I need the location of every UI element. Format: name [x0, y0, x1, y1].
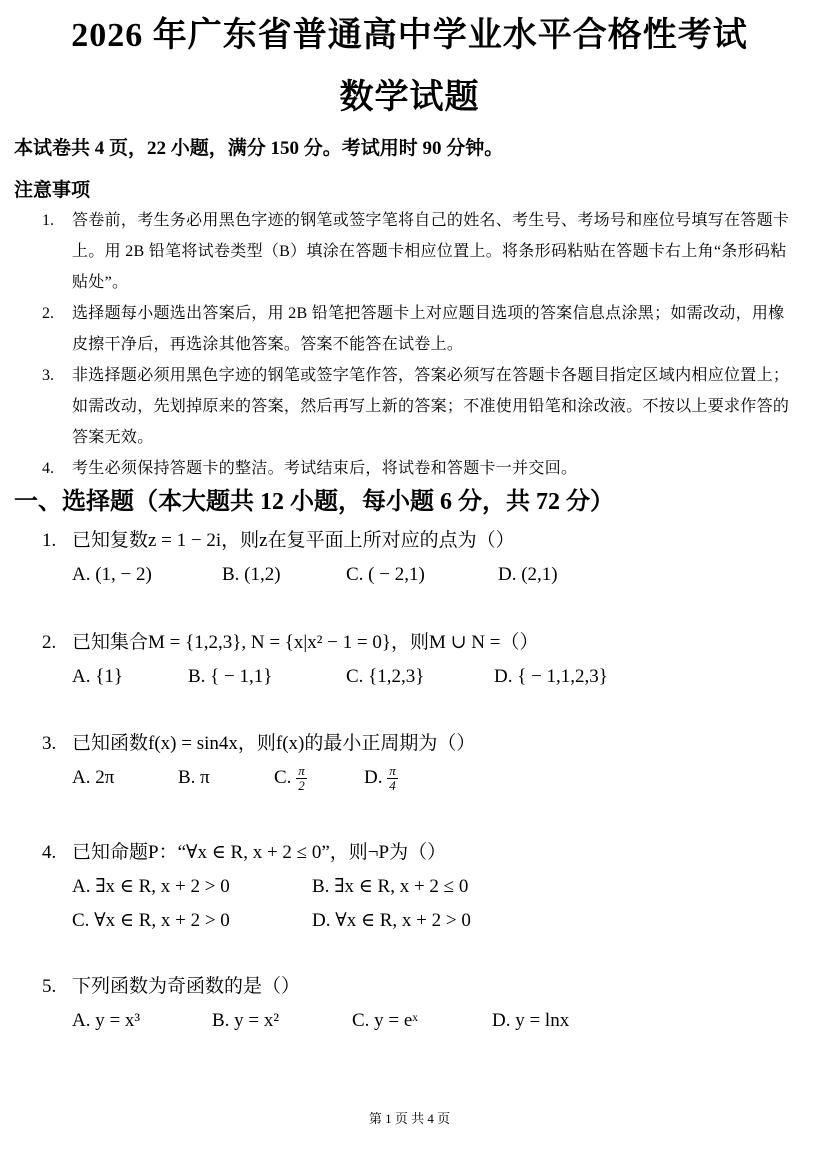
note-number: 1.: [42, 212, 54, 229]
option-d: D. { − 1,1,2,3}: [494, 666, 608, 687]
note-text: 选择题每小题选出答案后，用 2B 铅笔把答题卡上对应题目选项的答案信息点涂黑；如需改动，用橡皮擦干净后，再选涂其他答案。答案不能答在试卷上。: [72, 305, 785, 353]
question-4: [42, 836, 802, 938]
options-row: [42, 1004, 802, 1038]
exam-info: 本试卷共 4 页，22 小题，满分 150 分。考试用时 90 分钟。: [14, 138, 504, 159]
note-text: 考生必须保持答题卡的整洁。考试结束后，将试卷和答题卡一并交回。: [72, 460, 578, 477]
question-stem: [42, 836, 802, 870]
option-c: C. y = eˣ: [352, 1010, 418, 1031]
option-a: A. (1, − 2): [72, 564, 152, 585]
option-a: A. ∃x ∈ R, x + 2 > 0: [72, 876, 230, 897]
page-footer: 第 1 页 共 4 页: [368, 1111, 451, 1126]
section-title: 一、选择题（本大题共 12 小题，每小题 6 分，共 72 分）: [14, 489, 614, 515]
exam-subtitle: 数学试题: [339, 79, 480, 116]
question-stem: [42, 727, 802, 761]
option-c: C. ( − 2,1): [346, 564, 425, 585]
option-c: [274, 761, 364, 795]
option-c: C. {1,2,3}: [346, 666, 425, 687]
note-item: [42, 453, 794, 484]
question-text: 已知命题P：“∀x ∈ R, x + 2 ≤ 0”，则¬P为（）: [72, 842, 447, 863]
option-a: A. 2π: [72, 767, 115, 788]
question-5: [42, 970, 802, 1038]
question-2: [42, 626, 802, 694]
option-a: A. {1}: [72, 666, 123, 687]
option-b: B. y = x²: [212, 1010, 280, 1031]
question-text: 已知集合M = {1,2,3}, N = {x|x² − 1 = 0}，则M ∪ N =（）: [72, 632, 539, 653]
note-item: [42, 205, 794, 298]
note-number: 3.: [42, 367, 54, 384]
question-number: 4.: [42, 842, 57, 863]
fraction-pi-over-4: $\frac{\pi}{4}$: [389, 763, 396, 794]
question-3: [42, 727, 802, 795]
question-number: 3.: [42, 733, 57, 754]
options-row: [42, 660, 802, 694]
option-b: B. π: [178, 767, 210, 788]
question-number: 1.: [42, 530, 57, 551]
option-c-label: C.: [274, 767, 292, 788]
option-d: D. ∀x ∈ R, x + 2 > 0: [312, 910, 471, 931]
notes-list: [42, 205, 794, 484]
question-1: [42, 524, 802, 592]
option-b: B. (1,2): [222, 564, 281, 585]
option-d: D. (2,1): [498, 564, 558, 585]
options-row: [42, 558, 802, 592]
exam-title: 2026 年广东省普通高中学业水平合格性考试: [71, 17, 748, 54]
fraction-pi-over-2: $\frac{\pi}{2}$: [298, 763, 305, 794]
question-text: 已知复数z = 1 − 2i，则z在复平面上所对应的点为（）: [72, 530, 515, 551]
note-text: 非选择题必须用黑色字迹的钢笔或签字笔作答，答案必须写在答题卡各题目指定区域内相应位置上；如需改动，先划掉原来的答案，然后再写上新的答案；不准使用铅笔和涂改液。不按以上要求作答的答案无效。: [72, 367, 790, 446]
question-number: 2.: [42, 632, 57, 653]
option-d-label: D.: [364, 767, 383, 788]
note-item: [42, 360, 794, 453]
option-b: B. { − 1,1}: [188, 666, 273, 687]
note-item: [42, 298, 794, 360]
option-c: C. ∀x ∈ R, x + 2 > 0: [72, 910, 230, 931]
note-number: 4.: [42, 460, 54, 477]
question-text: 已知函数f(x) = sin4x，则f(x)的最小正周期为（）: [72, 733, 476, 754]
notes-heading: 注意事项: [14, 180, 91, 201]
question-text: 下列函数为奇函数的是（）: [72, 976, 301, 997]
question-stem: [42, 970, 802, 1004]
note-text: 答卷前，考生务必用黑色字迹的钢笔或签字笔将自己的姓名、考生号、考场号和座位号填写在答题卡上。用 2B 铅笔将试卷类型（B）填涂在答题卡相应位置上。将条形码粘贴在答题卡右上角“条形码粘贴处”。: [72, 212, 790, 291]
question-number: 5.: [42, 976, 57, 997]
options-row: [42, 870, 802, 904]
option-d: [364, 761, 398, 795]
options-row: [42, 761, 802, 795]
question-stem: [42, 626, 802, 660]
option-b: B. ∃x ∈ R, x + 2 ≤ 0: [312, 876, 469, 897]
note-number: 2.: [42, 305, 54, 322]
option-d: D. y = lnx: [492, 1010, 570, 1031]
options-row: [42, 904, 802, 938]
option-a: A. y = x³: [72, 1010, 141, 1031]
question-stem: [42, 524, 802, 558]
